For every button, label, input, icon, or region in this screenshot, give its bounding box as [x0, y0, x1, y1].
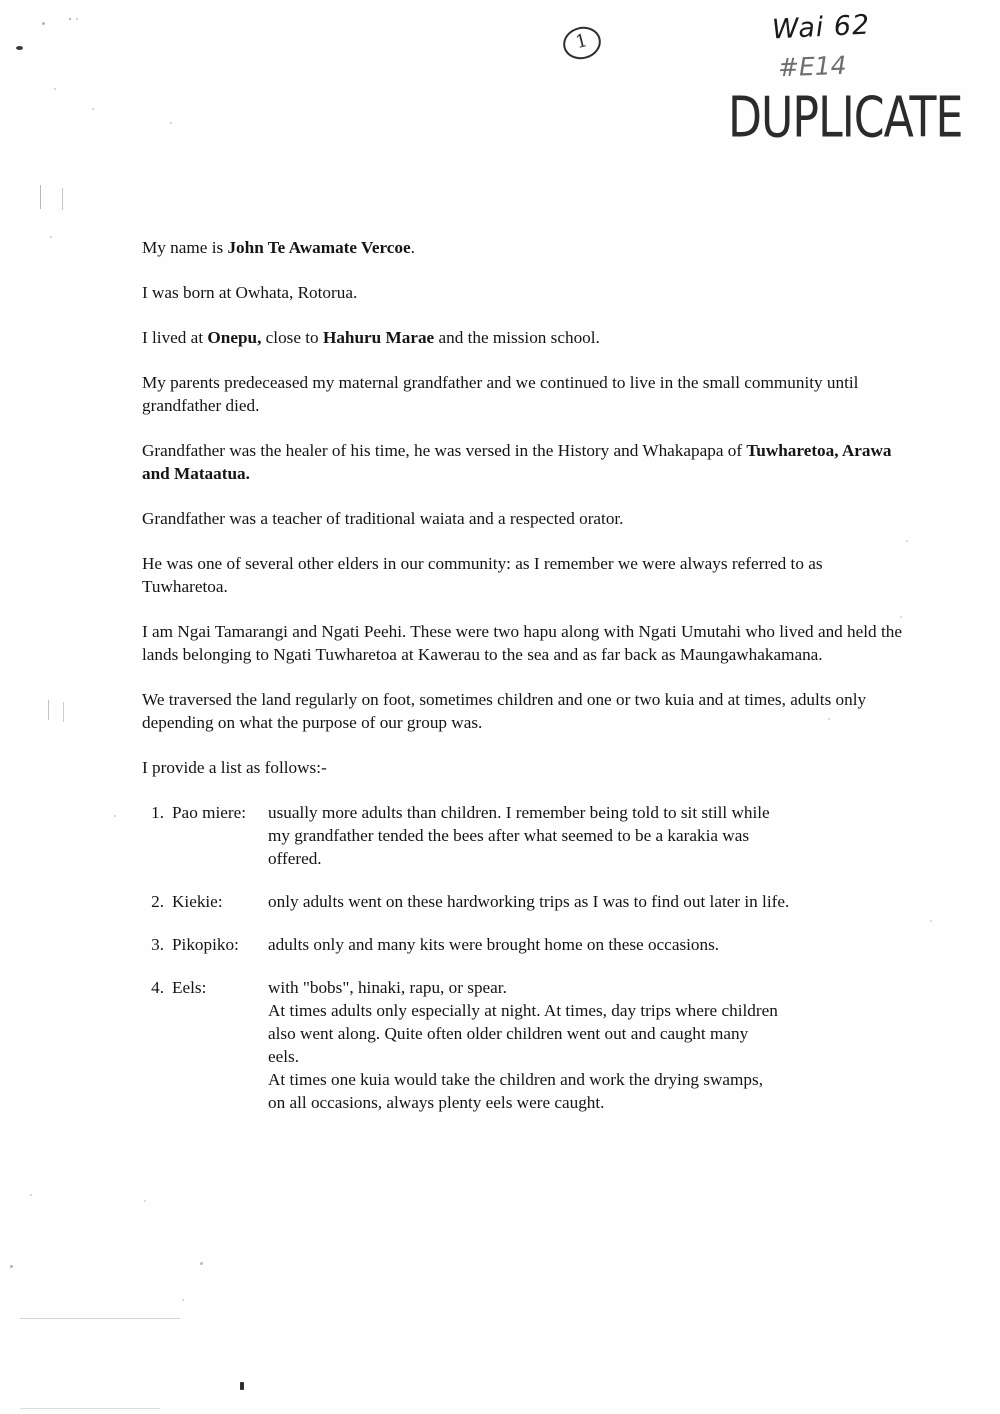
list-item-line: usually more adults than children. I remember being told to sit still while — [268, 803, 770, 822]
list-item-description — [268, 976, 902, 1114]
list-item-number: 4. — [151, 978, 164, 997]
list-item — [142, 890, 902, 913]
list-item-line: At times one kuia would take the children and work the drying swamps, — [268, 1070, 763, 1089]
scan-speckle — [54, 88, 56, 90]
list-item-description — [268, 801, 902, 870]
scan-smudge — [40, 185, 41, 209]
scan-smudge — [48, 700, 49, 720]
scan-speckle — [182, 1299, 184, 1301]
scan-speckle — [240, 1382, 244, 1390]
list-item-line: At times adults only especially at night. At times, day trips where children — [268, 1001, 778, 1020]
emphasised-text: Onepu, — [207, 328, 262, 347]
body-text-run: My parents predeceased my maternal grandfather and we continued to live in the small community until grandfather died. — [142, 373, 859, 415]
body-text-run: I was born at Owhata, Rotorua. — [142, 283, 358, 302]
list-item — [142, 801, 902, 870]
paragraph-list — [142, 236, 902, 779]
body-text-run: and the mission school. — [434, 328, 600, 347]
list-item-description — [268, 890, 902, 913]
scan-speckle — [906, 540, 908, 542]
paragraph-list-intro — [142, 756, 902, 779]
list-item-line: my grandfather tended the bees after what seemed to be a karakia was — [268, 826, 750, 845]
scan-smudge — [20, 1318, 180, 1319]
paragraph-hapu-statement — [142, 620, 902, 666]
list-item-number: 2. — [151, 892, 164, 911]
body-text-run: close to — [261, 328, 323, 347]
list-item-line: offered. — [268, 849, 322, 868]
paragraph-name-statement — [142, 236, 902, 259]
scan-speckle — [930, 920, 932, 922]
body-text-run: Grandfather was a teacher of traditional waiata and a respected orator. — [142, 509, 624, 528]
list-item — [142, 933, 902, 956]
list-item-term: Kiekie: — [172, 892, 223, 911]
scan-speckle — [42, 22, 45, 25]
body-text-run: We traversed the land regularly on foot, sometimes children and one or two kuia and at times, adults only depending on what the purpose of our group was. — [142, 690, 867, 732]
scan-speckle — [10, 1265, 13, 1268]
list-item-number: 3. — [151, 935, 164, 954]
list-item — [142, 976, 902, 1114]
list-item-description — [268, 933, 902, 956]
scan-speckle — [69, 18, 71, 20]
list-item-term: Eels: — [172, 978, 207, 997]
scan-smudge — [62, 188, 63, 210]
list-item-line: also went along. Quite often older children went out and caught many — [268, 1024, 749, 1043]
list-item-line: adults only and many kits were brought home on these occasions. — [268, 935, 720, 954]
paragraph-parents-statement — [142, 371, 902, 417]
body-text-run: Grandfather was the healer of his time, he was versed in the History and Whakapapa of — [142, 441, 747, 460]
activity-list — [142, 801, 902, 1114]
scan-speckle — [50, 236, 52, 238]
list-item-line: on all occasions, always plenty eels were caught. — [268, 1093, 605, 1112]
list-item-line: with "bobs", hinaki, rapu, or spear. — [268, 978, 507, 997]
scan-smudge — [63, 702, 64, 722]
scan-speckle — [114, 815, 116, 817]
body-text-run: My name is — [142, 238, 228, 257]
scan-speckle — [200, 1262, 203, 1265]
scan-speckle — [16, 46, 23, 50]
scan-speckle — [30, 1194, 32, 1196]
body-text-run: I lived at — [142, 328, 208, 347]
scan-speckle — [170, 122, 172, 124]
page-number-annotation: 1 — [560, 23, 605, 63]
body-text-run: I am Ngai Tamarangi and Ngati Peehi. These were two hapu along with Ngati Umutahi who lived and held the lands belonging to Ngati Tuwharetoa at Kawerau to the sea and as far back as Maungawhakamana. — [142, 622, 902, 664]
list-item-line: eels. — [268, 1047, 300, 1066]
list-item-line: only adults went on these hardworking trips as I was to find out later in life. — [268, 892, 790, 911]
paragraph-birthplace-statement — [142, 281, 902, 304]
paragraph-elders-statement — [142, 552, 902, 598]
body-text-run: He was one of several other elders in our community: as I remember we were always referred to as Tuwharetoa. — [142, 554, 823, 596]
list-item-number: 1. — [151, 803, 164, 822]
body-text-run: I provide a list as follows:- — [142, 758, 327, 777]
numbered-list — [142, 801, 902, 1114]
scan-speckle — [92, 108, 94, 110]
scan-smudge — [20, 1408, 160, 1409]
scan-speckle — [76, 18, 78, 20]
body-text-run: . — [410, 238, 415, 257]
emphasised-text: Tuwharetoa, Arawa and Mataatua. — [142, 441, 892, 483]
exhibit-number-annotation: #E14 — [777, 50, 848, 83]
paragraph-residence-statement — [142, 326, 902, 349]
emphasised-text: John Te Awamate Vercoe — [227, 238, 411, 257]
list-item-term: Pao miere: — [172, 803, 246, 822]
duplicate-stamp: DUPLICATE — [728, 84, 963, 150]
paragraph-grandfather-teacher-statement — [142, 507, 902, 530]
paragraph-traverse-statement — [142, 688, 902, 734]
list-item-term: Pikopiko: — [172, 935, 239, 954]
paragraph-grandfather-healer-statement — [142, 439, 902, 485]
document-body — [142, 236, 902, 1134]
wai-claim-number-annotation: Wai 62 — [771, 9, 871, 46]
emphasised-text: Hahuru Marae — [322, 328, 435, 347]
scan-speckle — [144, 1200, 146, 1202]
